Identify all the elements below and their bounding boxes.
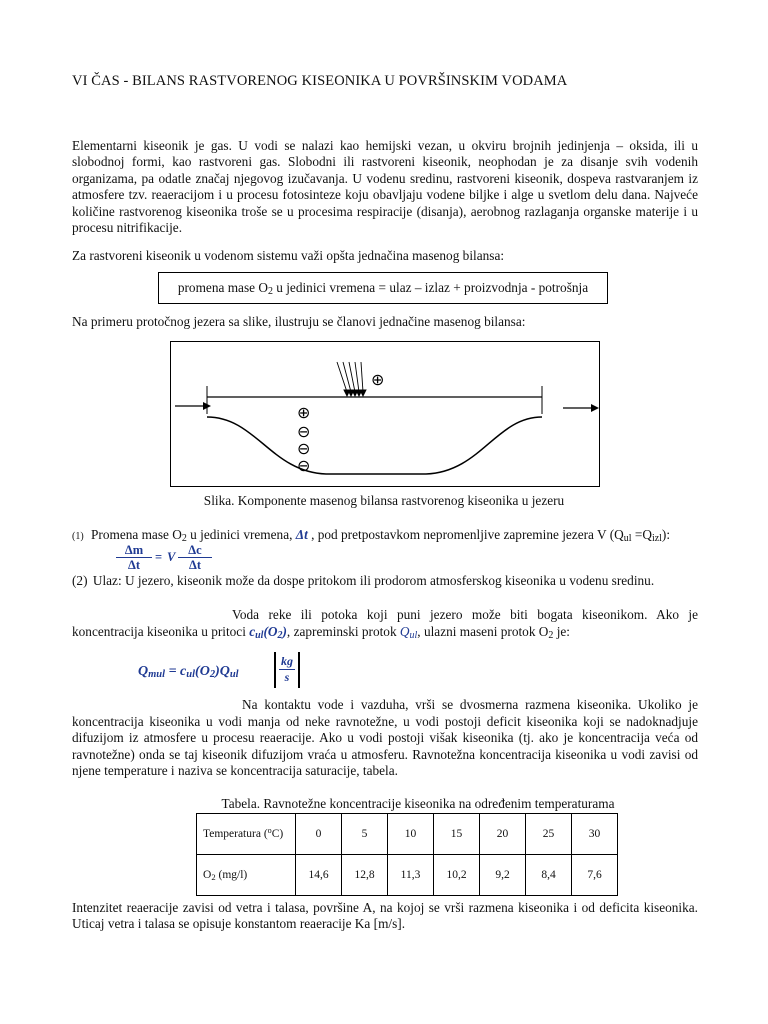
figure-caption: Slika. Komponente masenog bilansa rastvorenog kiseonika u jezeru <box>203 493 565 508</box>
item1-sub-ul: ul <box>623 533 632 544</box>
unit-denominator: s <box>284 670 290 684</box>
eq1-volume: V <box>167 550 176 564</box>
eq2-equals: = <box>165 664 181 679</box>
consumption-symbol-1: ⊖ <box>297 422 311 441</box>
temperature-cell: 30 <box>572 814 618 855</box>
inflow-line1: Voda reke ili potoka koji puni jezero može biti bogata kiseonikom. Ako je <box>232 607 698 622</box>
concentration-cell: 14,6 <box>296 855 342 896</box>
item2-text: Ulaz: U jezero, kiseonik može da dospe pritokom ili prodorom atmosferskog kiseonika u vodenu sredinu. <box>92 573 655 588</box>
concentration-header <box>197 855 296 896</box>
inflow-line2 <box>72 624 570 640</box>
inflow-sub: 2 <box>548 630 554 641</box>
lake-bed-curve <box>207 417 542 474</box>
balance-equation-box <box>158 272 608 304</box>
balance-intro: Za rastvoreni kiseonik u vodenom sistemu važi opšta jednačina masenog bilansa: <box>72 248 505 263</box>
delta-t-symbol: Δt <box>295 527 308 542</box>
item1-sub: 2 <box>181 533 187 544</box>
concentration-cell: 10,2 <box>434 855 480 896</box>
c-ul-o2: (O <box>263 624 278 639</box>
reaeration-line1: Na kontaktu vode i vazduha, vrši se dvosmerna razmena kiseonika. Ukoliko je <box>242 697 698 712</box>
item1-text-c: , pod pretpostavkom nepromenljive zapremine jezera V (Q <box>307 527 624 542</box>
page-title: VI ČAS - BILANS RASTVORENOG KISEONIKA U POVRŠINSKIM VODAMA <box>72 73 568 89</box>
eq2-lhs: Q <box>138 664 149 679</box>
eq2-lhs-sub: mul <box>148 669 166 680</box>
temperature-cell: 20 <box>480 814 526 855</box>
c-ul-sub: ul <box>255 630 264 641</box>
temperature-cell: 15 <box>434 814 480 855</box>
eq2-rhs-o2-sub: 2 <box>209 669 216 680</box>
lake-figure <box>170 341 600 487</box>
q-ul-sub: ul <box>409 630 418 641</box>
outflow-arrowhead <box>591 404 599 412</box>
production-symbol-water: ⊕ <box>297 403 311 422</box>
eq2-rhs-sub: ul <box>186 669 196 680</box>
temperature-label-b: C) <box>271 828 284 840</box>
item1-sub-izl: izl <box>651 533 662 544</box>
item2-number: (2) <box>72 573 88 588</box>
eq1-lhs-den: Δt <box>128 558 140 571</box>
item1-number: (1) <box>72 531 84 542</box>
c-ul-symbol: c <box>249 624 256 639</box>
eq2-rhs-close: )Q <box>215 664 230 679</box>
closing-paragraph: Intenzitet reaeracije zavisi od vetra i talasa, površine A, na kojoj se vrši razmena kiseonika i od deficita kiseonika. Uticaj vetra i talasa se opisuje konstantom reaeracije Ka [m/s]. <box>72 900 698 932</box>
mass-change-equation <box>116 543 216 571</box>
balance-equation-sub: 2 <box>267 286 273 297</box>
c-ul-o2-sub: 2 <box>277 630 283 641</box>
eq1-lhs-num: Δm <box>124 543 144 557</box>
concentration-cell: 9,2 <box>480 855 526 896</box>
concentration-cell: 11,3 <box>388 855 434 896</box>
inflow-text-c: , ulazni maseni protok O <box>417 624 549 639</box>
temperature-cell: 10 <box>388 814 434 855</box>
saturation-table <box>196 813 618 896</box>
temperature-cell: 5 <box>342 814 388 855</box>
unit-bracket <box>274 652 300 688</box>
concentration-cell: 7,6 <box>572 855 618 896</box>
inflow-text-a: koncentracija kiseonika u pritoci <box>72 624 250 639</box>
table-row-concentration <box>197 855 618 896</box>
balance-equation-pre: promena mase O <box>177 280 268 295</box>
eq2-rhs-o2: (O <box>195 664 210 679</box>
figure-intro: Na primeru protočnog jezera sa slike, ilustruju se članovi jednačine masenog bilansa: <box>72 314 526 329</box>
eq1-rhs-den: Δt <box>189 558 201 571</box>
inflow-mass-equation <box>138 664 239 680</box>
q-ul-symbol: Q <box>399 624 410 639</box>
concentration-cell: 12,8 <box>342 855 388 896</box>
production-symbol-surface: ⊕ <box>371 370 385 389</box>
temperature-cell: 0 <box>296 814 342 855</box>
item1-text-e: ): <box>661 527 671 542</box>
eq1-equals: = <box>155 550 163 564</box>
concentration-label-a: O <box>203 869 212 881</box>
consumption-symbol-3: ⊖ <box>297 456 311 475</box>
item1-text-b: u jedinici vremena, <box>186 527 296 542</box>
table-caption: Tabela. Ravnotežne koncentracije kiseonika na određenim temperaturama <box>221 796 615 811</box>
table-row-temperature <box>197 814 618 855</box>
concentration-cell: 8,4 <box>526 855 572 896</box>
inflow-text-b: , zapreminski protok <box>286 624 400 639</box>
atmospheric-reaeration-arrows <box>337 362 366 396</box>
balance-equation-post: u jedinici vremena = ulaz – izlaz + proizvodnja - potrošnja <box>272 280 589 295</box>
consumption-symbol-2: ⊖ <box>297 439 311 458</box>
temperature-label-a: Temperatura ( <box>203 828 268 840</box>
item2-line <box>72 573 654 589</box>
intro-paragraph: Elementarni kiseonik je gas. U vodi se nalazi kao hemijski vezan, u okviru brojnih jedinjenja – oksida, ili u slobodnoj formi, kao rastvoreni gas. Slobodni ili rastvoreni kiseonik, neophodan je za disanje svih vodenih organizama, pa odatle značaj njegovog izučavanja. U vodenu sredinu, rastvoreni kiseonik, dospeva rastvaranjem iz atmosfere tzv. reaeracijom i u procesu fotosinteze koju obavljaju vodene biljke i alge u svetlom delu dana. Najveće količine rastvorenog kiseonika troše se u procesima respiracije (disanja), aerobnog razlaganja organske materije i u procesu nitrifikacije. <box>72 138 698 236</box>
eq2-rhs: c <box>180 664 187 679</box>
item1-text-a: Promena mase O <box>91 527 182 542</box>
eq1-rhs-num: Δc <box>188 543 202 557</box>
item1-text-d: =Q <box>631 527 652 542</box>
unit-numerator: kg <box>281 654 293 668</box>
temperature-header <box>197 814 296 855</box>
lake-diagram <box>171 342 599 486</box>
temperature-cell: 25 <box>526 814 572 855</box>
concentration-label-sub: 2 <box>211 872 216 882</box>
c-ul-close: ) <box>282 624 287 639</box>
temperature-label-sup: o <box>267 826 272 835</box>
inflow-text-d: je: <box>553 624 570 639</box>
reaeration-paragraph: koncentracija kiseonika u vodi manja od neke ravnotežne, u vodi postoji deficit kiseonika koji se nadoknadjuje difuzijom iz atmosfere u procesu reaeracije. Ako u vodi postoji višak kiseonika (tj. ako je koncentracija veća od ravnotežne) onda se taj kiseonik difuzijom vraća u atmosferu. Ravnotežna koncentracija kiseonika u vodi zavisi od njene temperature i naziva se koncentracija saturacije, tabela. <box>72 714 698 779</box>
eq2-rhs-q-sub: ul <box>229 669 239 680</box>
concentration-label-b: (mg/l) <box>215 869 248 881</box>
